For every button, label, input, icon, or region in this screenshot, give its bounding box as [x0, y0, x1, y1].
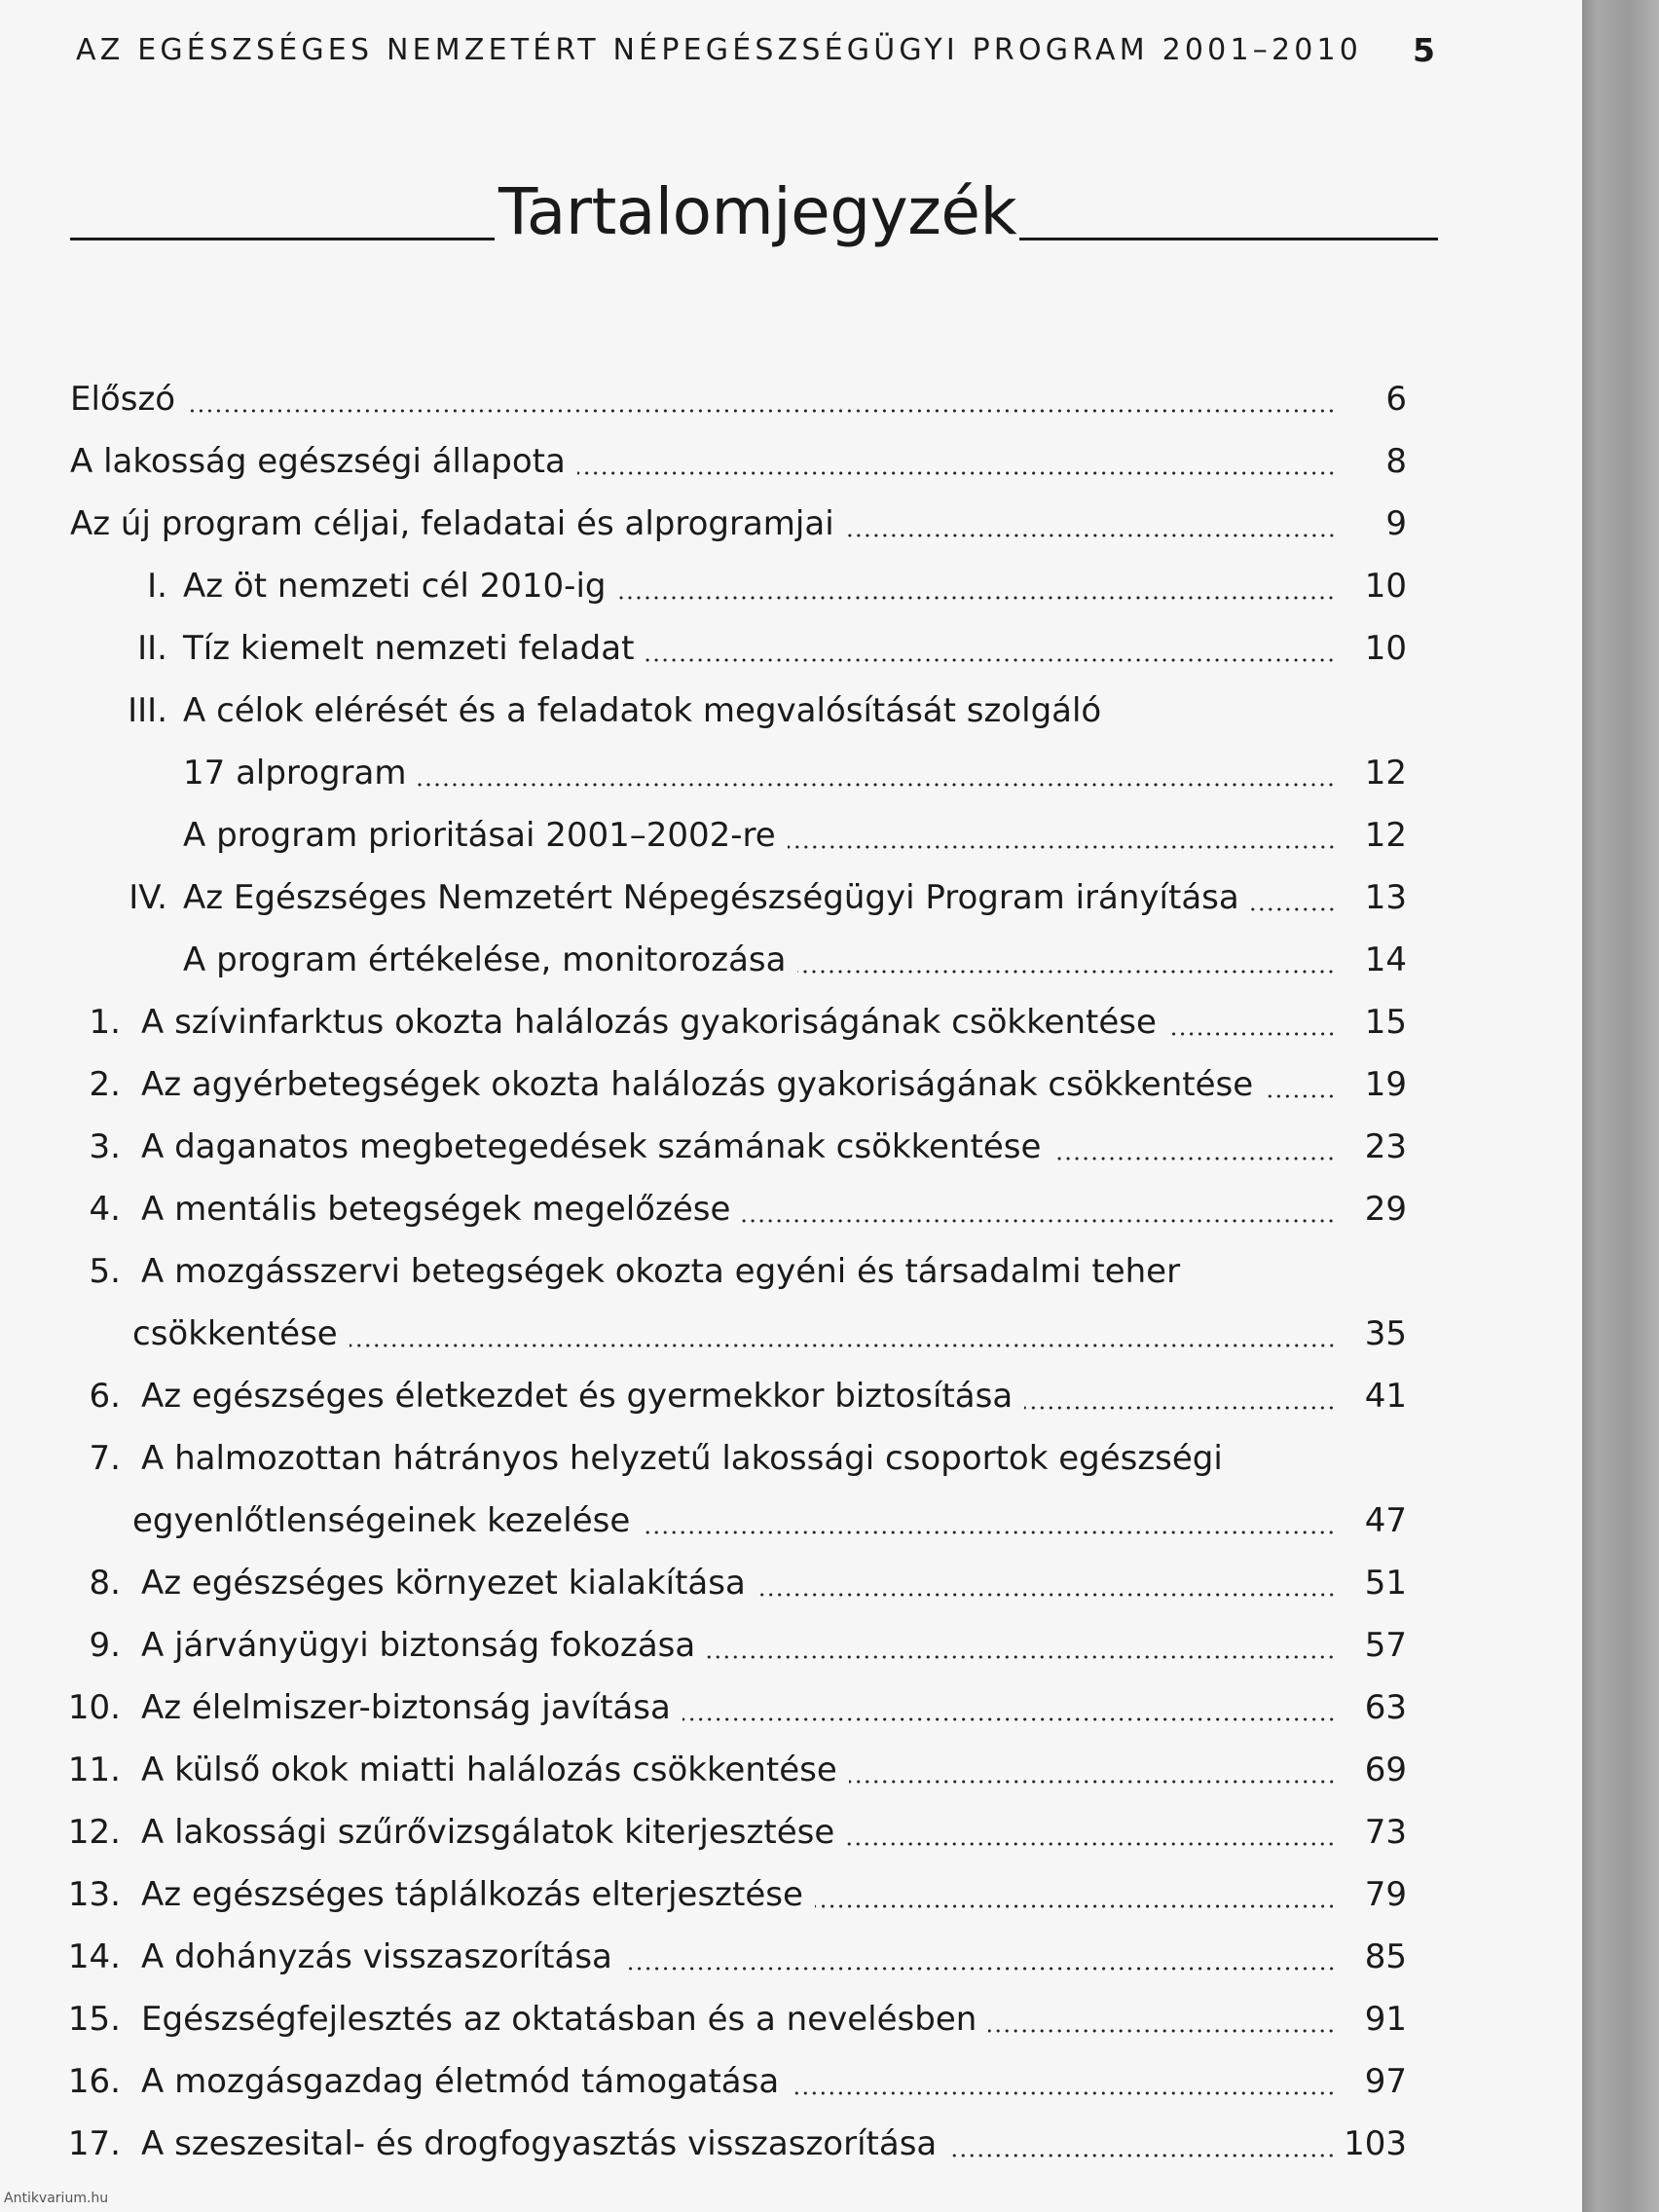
toc-entry-page: 29 [1364, 1190, 1407, 1229]
leader-dots [624, 1967, 1336, 1971]
toc-entry[interactable] [0, 1678, 1582, 1741]
leader-dots [757, 1593, 1336, 1597]
toc-entry-title: A szeszesital- és drogfogyasztás visszaszorítása [141, 2124, 938, 2163]
toc-entry[interactable] [0, 682, 1582, 806]
toc-entry-page: 9 [1385, 504, 1407, 543]
toc-entry-number: 10. [67, 1688, 121, 1727]
toc-entry-title: 17 alprogram [183, 754, 407, 793]
toc-entry-title: A daganatos megbetegedések számának csökkentése [141, 1127, 1042, 1166]
toc-entry[interactable] [0, 2052, 1582, 2115]
toc-entry-page: 47 [1364, 1501, 1407, 1540]
toc-entry-number: 5. [89, 1252, 121, 1291]
toc-entry-number: I. [147, 567, 167, 606]
toc-title: Tartalomjegyzék [498, 174, 1017, 249]
running-header [76, 33, 1439, 72]
toc-entry-page: 73 [1364, 1813, 1407, 1852]
toc-entry-title: Az Egészséges Nemzetért Népegészségügyi Program irányítása [183, 878, 1239, 917]
toc-entry[interactable] [0, 1242, 1582, 1367]
toc-entry-title: A dohányzás visszaszorítása [141, 1937, 612, 1976]
toc-entry-page: 57 [1364, 1626, 1407, 1665]
toc-entry[interactable] [0, 619, 1582, 682]
toc-entry-page: 79 [1364, 1875, 1407, 1914]
toc-entry[interactable] [0, 557, 1582, 619]
toc-entry-title: Az öt nemzeti cél 2010-ig [183, 567, 607, 606]
toc-entry-page: 85 [1364, 1937, 1407, 1976]
toc-entry-page: 13 [1364, 878, 1407, 917]
toc-entry-page: 10 [1364, 567, 1407, 606]
toc-entry-page: 69 [1364, 1751, 1407, 1789]
toc-entry-title: A halmozottan hátrányos helyzetű lakossági csoportok egészségi [141, 1439, 1223, 1478]
toc-entry-number: IV. [129, 878, 167, 917]
toc-entry-number: 13. [67, 1875, 121, 1914]
toc-entry-title: A célok elérését és a feladatok megvalósítását szolgáló [183, 691, 1102, 730]
toc-entry-page: 15 [1364, 1003, 1407, 1042]
toc-entry[interactable] [0, 2115, 1582, 2177]
toc-entry-title: Tíz kiemelt nemzeti feladat [183, 629, 635, 668]
toc-entry-page: 63 [1364, 1688, 1407, 1727]
leader-dots [742, 1219, 1336, 1223]
page-number: 5 [1413, 31, 1435, 69]
toc-entry[interactable] [0, 1367, 1582, 1429]
leader-dots [418, 783, 1336, 787]
toc-entry-page: 91 [1364, 2000, 1407, 2039]
toc-entry-title: A mentális betegségek megelőzése [141, 1190, 731, 1229]
toc-entry[interactable] [0, 1429, 1582, 1554]
toc-entry[interactable] [0, 806, 1582, 868]
toc-entry[interactable] [0, 1554, 1582, 1616]
toc-entry-number: 2. [89, 1065, 121, 1104]
leader-dots [682, 1717, 1336, 1721]
toc-entry-number: 12. [67, 1813, 121, 1852]
toc-entry-number: 15. [67, 2000, 121, 2039]
toc-entry[interactable] [0, 993, 1582, 1055]
toc-entry-number: 8. [89, 1564, 121, 1603]
leader-dots [617, 596, 1336, 600]
toc-entry-title: A program prioritásai 2001–2002-re [183, 816, 776, 855]
toc-entry-title: egyenlőtlenségeinek kezelése [132, 1501, 631, 1540]
toc-entry-page: 8 [1385, 442, 1407, 481]
heading-rule-right [1019, 238, 1438, 240]
toc-entry-title: A külső okok miatti halálozás csökkentése [141, 1751, 837, 1789]
toc-entry-title: Az egészséges környezet kialakítása [141, 1564, 746, 1603]
leader-dots [1024, 1406, 1336, 1410]
leader-dots [187, 409, 1336, 413]
toc-entry-title: Az egészséges táplálkozás elterjesztése [141, 1875, 803, 1914]
toc-entry-title: Előszó [70, 380, 176, 419]
leader-dots [846, 1842, 1336, 1846]
toc-entry[interactable] [0, 1180, 1582, 1242]
toc-entry[interactable] [0, 1616, 1582, 1678]
toc-entry[interactable] [0, 370, 1582, 432]
toc-entry-page: 14 [1364, 940, 1407, 979]
leader-dots [788, 845, 1336, 849]
toc-entry-page: 12 [1364, 816, 1407, 855]
toc-entry-title: A mozgásszervi betegségek okozta egyéni és társadalmi teher [141, 1252, 1181, 1291]
leader-dots [797, 970, 1336, 974]
toc-entry-title: Az élelmiszer-biztonság javítása [141, 1688, 671, 1727]
toc-entry-title: Egészségfejlesztés az oktatásban és a nevelésben [141, 2000, 977, 2039]
leader-dots [1251, 907, 1336, 911]
toc-entry-title: A lakosság egészségi állapota [70, 442, 566, 481]
toc-entry-title: A mozgásgazdag életmód támogatása [141, 2062, 780, 2101]
toc-entry[interactable] [0, 1741, 1582, 1803]
toc-entry-title: csökkentése [132, 1314, 338, 1353]
toc-entry-number: 11. [67, 1751, 121, 1789]
toc-entry-title: A járványügyi biztonság fokozása [141, 1626, 696, 1665]
toc-entry-number: 6. [89, 1377, 121, 1416]
toc-entry-number: 9. [89, 1626, 121, 1665]
toc-entry[interactable] [0, 1865, 1582, 1928]
leader-dots [645, 658, 1336, 662]
page-edge-shadow [1582, 0, 1659, 2212]
toc-entry[interactable] [0, 1803, 1582, 1865]
toc-heading [70, 173, 1438, 251]
toc-entry-number: 4. [89, 1190, 121, 1229]
leader-dots [1265, 1094, 1336, 1098]
toc-entry-number: 16. [67, 2062, 121, 2101]
toc-entry-title: Az agyérbetegségek okozta halálozás gyakoriságának csökkentése [141, 1065, 1254, 1104]
leader-dots [948, 2154, 1336, 2157]
toc-entry-page: 51 [1364, 1564, 1407, 1603]
toc-entry-page: 103 [1344, 2124, 1407, 2163]
toc-entry-page: 6 [1385, 380, 1407, 419]
running-title: AZ EGÉSZSÉGES NEMZETÉRT NÉPEGÉSZSÉGÜGYI PROGRAM 2001–2010 [76, 33, 1363, 67]
toc-entry[interactable] [0, 1055, 1582, 1118]
toc-entry-title: A szívinfarktus okozta halálozás gyakoriságának csökkentése [141, 1003, 1157, 1042]
toc-entry-number: 7. [89, 1439, 121, 1478]
heading-rule-left [70, 238, 495, 240]
leader-dots [791, 2091, 1336, 2095]
toc-entry-title: A program értékelése, monitorozása [183, 940, 787, 979]
toc-entry-page: 35 [1364, 1314, 1407, 1353]
toc-entry-number: 1. [89, 1003, 121, 1042]
toc-entry-number: II. [137, 629, 167, 668]
toc-entry[interactable] [0, 1928, 1582, 1990]
toc-entry-number: III. [128, 691, 167, 730]
leader-dots [846, 534, 1336, 537]
toc-entry-page: 10 [1364, 629, 1407, 668]
leader-dots [707, 1655, 1336, 1659]
toc-entry-page: 19 [1364, 1065, 1407, 1104]
toc-entry-page: 41 [1364, 1377, 1407, 1416]
toc-entry-number: 14. [67, 1937, 121, 1976]
leader-dots [350, 1344, 1336, 1347]
toc-entry-title: Az egészséges életkezdet és gyermekkor biztosítása [141, 1377, 1014, 1416]
toc-entry[interactable] [0, 432, 1582, 495]
toc-entry-number: 17. [67, 2124, 121, 2163]
toc-entry-title: A lakossági szűrővizsgálatok kiterjesztése [141, 1813, 835, 1852]
watermark: Antikvarium.hu [4, 2191, 109, 2206]
leader-dots [1168, 1032, 1336, 1036]
leader-dots [642, 1530, 1336, 1534]
leader-dots [988, 2029, 1336, 2033]
toc-entry-page: 97 [1364, 2062, 1407, 2101]
toc-entry-title: Az új program céljai, feladatai és alprogramjai [70, 504, 834, 543]
toc-entry[interactable] [0, 931, 1582, 993]
toc-entry[interactable] [0, 1990, 1582, 2052]
leader-dots [849, 1780, 1336, 1784]
toc-entry-number: 3. [89, 1127, 121, 1166]
toc-entry-page: 23 [1364, 1127, 1407, 1166]
leader-dots [1052, 1157, 1336, 1161]
toc-entry[interactable] [0, 495, 1582, 557]
leader-dots [577, 471, 1336, 475]
leader-dots [815, 1904, 1336, 1908]
toc-entry-page: 12 [1364, 754, 1407, 793]
toc-entry[interactable] [0, 1118, 1582, 1180]
toc-entry[interactable] [0, 868, 1582, 931]
